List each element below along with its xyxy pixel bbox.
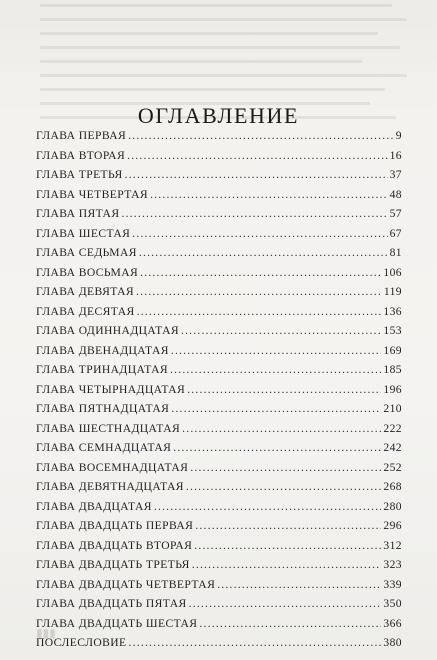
toc-entry-page: 350 <box>383 597 402 610</box>
toc-entry-page: 106 <box>383 265 402 279</box>
toc-leader-dots <box>125 168 388 181</box>
toc-entry-title: ГЛАВА ШЕСТАЯ <box>36 226 131 240</box>
toc-entry-title: ГЛАВА ДВАДЦАТЬ ПЕРВАЯ <box>36 519 194 532</box>
toc-entry-title: ГЛАВА ДВЕНАДЦАТАЯ <box>36 343 169 357</box>
toc-entry <box>36 246 402 266</box>
toc-entry-page: 119 <box>383 285 402 298</box>
toc-entry-title: ГЛАВА ПЕРВАЯ <box>36 129 127 142</box>
toc-leader-dots <box>129 636 382 649</box>
toc-leader-dots <box>194 539 381 552</box>
toc-entry-title: ГЛАВА СЕДЬМАЯ <box>36 246 137 259</box>
toc-entry <box>36 617 402 637</box>
toc-leader-dots <box>154 500 382 513</box>
toc-leader-dots <box>192 558 382 571</box>
toc-entry-title: ГЛАВА ОДИННАДЦАТАЯ <box>36 324 179 337</box>
toc-entry <box>36 207 402 227</box>
toc-entry <box>36 539 402 559</box>
toc-entry <box>36 636 402 656</box>
toc-entry <box>36 129 402 149</box>
toc-entry <box>36 188 402 208</box>
toc-entry <box>36 266 402 286</box>
toc-entry-title: ГЛАВА СЕМНАДЦАТАЯ <box>36 441 172 454</box>
toc-entry-title: ГЛАВА ПЯТНАДЦАТАЯ <box>36 402 170 415</box>
toc-entry-title: ГЛАВА ДЕСЯТАЯ <box>36 304 135 318</box>
toc-entry-title: ГЛАВА ДВАДЦАТЬ ПЯТАЯ <box>36 597 187 610</box>
toc-entry <box>36 149 402 169</box>
toc-entry-title: ГЛАВА ДВАДЦАТАЯ <box>36 499 152 513</box>
toc-entry <box>36 305 402 325</box>
toc-entry <box>36 480 402 500</box>
ghost-line <box>40 60 363 63</box>
toc-entry <box>36 383 402 403</box>
toc-entry-title: ГЛАВА ДВАДЦАТЬ ШЕСТАЯ <box>36 616 198 630</box>
toc-entry-page: 169 <box>383 343 402 357</box>
toc-entry-title: ГЛАВА ЧЕТЫРНАДЦАТАЯ <box>36 382 186 396</box>
toc-entry-page: 210 <box>383 402 402 415</box>
toc-entry <box>36 344 402 364</box>
toc-entry-page: 185 <box>383 363 402 376</box>
toc-entry-page: 339 <box>383 577 402 591</box>
toc-leader-dots <box>195 519 381 532</box>
toc-entry-page: 57 <box>389 207 402 220</box>
page-title: ОГЛАВЛЕНИЕ <box>137 102 300 128</box>
toc-entry-title: ГЛАВА ТРИНАДЦАТАЯ <box>36 363 169 376</box>
toc-entry-title: ГЛАВА ВОСЕМНАДЦАТАЯ <box>36 460 189 474</box>
toc-leader-dots <box>190 461 381 474</box>
toc-entry <box>36 578 402 598</box>
toc-leader-dots <box>170 363 381 376</box>
toc-leader-dots <box>199 617 381 630</box>
toc-entry <box>36 558 402 578</box>
toc-entry-title: ГЛАВА ДВАДЦАТЬ ЧЕТВЕРТАЯ <box>36 577 216 591</box>
toc-entry-page: 81 <box>389 246 402 259</box>
toc-entry <box>36 461 402 481</box>
toc-entry-page: 48 <box>389 187 402 201</box>
toc-leader-dots <box>140 266 381 279</box>
toc-entry-page: 242 <box>383 441 402 454</box>
toc-entry-page: 16 <box>389 148 402 162</box>
toc-leader-dots <box>181 324 381 337</box>
toc-entry <box>36 500 402 520</box>
toc-leader-dots <box>189 597 382 610</box>
toc-leader-dots <box>173 441 381 454</box>
toc-entry <box>36 363 402 383</box>
toc-entry-page: 380 <box>383 636 402 649</box>
toc-entry-page: 296 <box>383 519 402 532</box>
toc-entry-title: ГЛАВА ПЯТАЯ <box>36 207 120 220</box>
toc-leader-dots <box>132 227 387 240</box>
toc-entry-title: ГЛАВА ВОСЬМАЯ <box>36 265 139 279</box>
toc-entry-title: ПОСЛЕСЛОВИЕ <box>36 636 127 649</box>
toc-leader-dots <box>127 149 388 162</box>
toc-entry-title: ГЛАВА ДВАДЦАТЬ ВТОРАЯ <box>36 538 193 552</box>
toc-entry-title: ГЛАВА ДВАДЦАТЬ ТРЕТЬЯ <box>36 558 190 571</box>
table-of-contents <box>36 129 402 656</box>
ghost-line <box>40 88 385 91</box>
toc-entry <box>36 422 402 442</box>
page-number-placeholder: ▮▮▮ <box>36 626 56 640</box>
toc-entry <box>36 168 402 188</box>
ghost-line <box>40 74 407 77</box>
toc-entry-page: 67 <box>389 226 402 240</box>
toc-leader-dots <box>186 480 382 493</box>
toc-entry-page: 153 <box>383 324 402 337</box>
toc-entry <box>36 402 402 422</box>
ghost-line <box>40 46 400 49</box>
toc-entry-title: ГЛАВА ТРЕТЬЯ <box>36 168 123 181</box>
toc-entry <box>36 519 402 539</box>
toc-leader-dots <box>128 129 394 142</box>
toc-entry-page: 312 <box>383 538 402 552</box>
toc-entry-page: 268 <box>383 480 402 493</box>
toc-entry-page: 323 <box>383 558 402 571</box>
toc-entry <box>36 227 402 247</box>
toc-leader-dots <box>137 305 382 318</box>
toc-entry-page: 280 <box>383 499 402 513</box>
toc-entry-title: ГЛАВА ДЕВЯТНАДЦАТАЯ <box>36 480 184 493</box>
toc-entry-title: ГЛАВА ДЕВЯТАЯ <box>36 285 135 298</box>
toc-entry-page: 366 <box>383 616 402 630</box>
toc-leader-dots <box>187 383 381 396</box>
toc-entry-page: 9 <box>395 129 402 142</box>
toc-leader-dots <box>171 344 382 357</box>
toc-leader-dots <box>217 578 381 591</box>
ghost-line <box>40 32 378 35</box>
bleed-through-text <box>40 4 407 114</box>
toc-entry <box>36 441 402 461</box>
toc-leader-dots <box>150 188 388 201</box>
toc-entry-page: 252 <box>383 460 402 474</box>
toc-entry-title: ГЛАВА ШЕСТНАДЦАТАЯ <box>36 421 181 435</box>
toc-leader-dots <box>136 285 382 298</box>
toc-entry <box>36 285 402 305</box>
toc-entry-title: ГЛАВА ЧЕТВЕРТАЯ <box>36 187 149 201</box>
ghost-line <box>40 4 392 7</box>
toc-entry-page: 196 <box>383 382 402 396</box>
toc-leader-dots <box>121 207 387 220</box>
toc-entry-page: 37 <box>389 168 402 181</box>
toc-entry <box>36 597 402 617</box>
toc-leader-dots <box>171 402 381 415</box>
toc-leader-dots <box>139 246 388 259</box>
toc-entry-title: ГЛАВА ВТОРАЯ <box>36 148 126 162</box>
toc-entry <box>36 324 402 344</box>
ghost-line <box>40 18 407 21</box>
toc-leader-dots <box>182 422 381 435</box>
toc-entry-page: 136 <box>383 304 402 318</box>
toc-entry-page: 222 <box>383 421 402 435</box>
